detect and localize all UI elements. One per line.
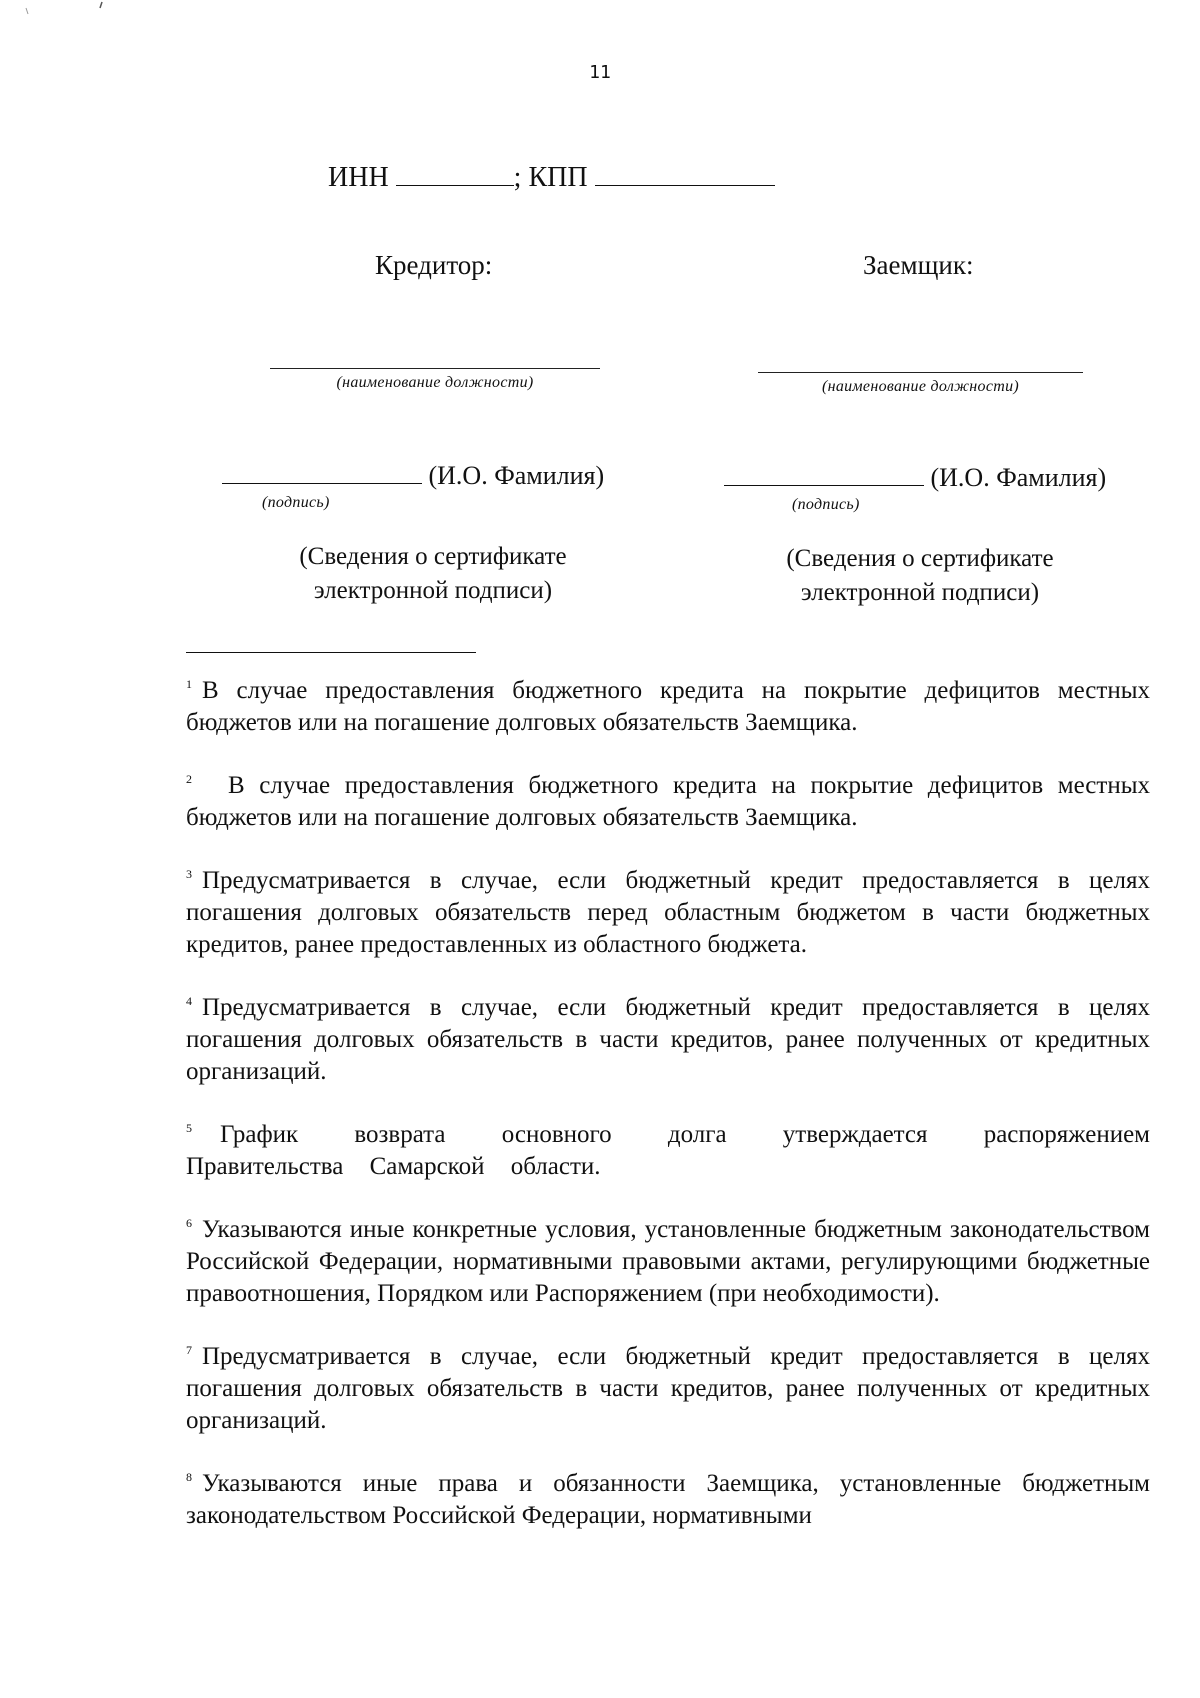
creditor-title: Кредитор: — [375, 250, 493, 280]
footnote-3 — [186, 858, 1150, 961]
kpp-field-blank — [595, 163, 775, 186]
footnote-text: Предусматривается в случае, если бюджетный кредит предоставляется в целях погашения долговых обязательств в части кредитов, ранее полученных от кредитных организаций. — [186, 994, 1150, 1085]
borrower-certificate-info — [740, 542, 1100, 610]
borrower-signature-caption: (подпись) — [792, 496, 860, 513]
creditor-position-line — [270, 368, 600, 369]
borrower-position-caption: (наименование должности) — [821, 378, 1020, 395]
creditor-name-placeholder: (И.О. Фамилия) — [428, 461, 605, 490]
borrower-position-line — [758, 372, 1083, 373]
inn-kpp-line — [328, 162, 775, 194]
creditor-certificate-line1: (Сведения о сертификате — [299, 543, 567, 570]
footnote-2 — [186, 763, 1150, 834]
footnote-text: Указываются иные права и обязанности Заемщика, установленные бюджетным законодательством Российской Федерации, нормативными — [186, 1470, 1150, 1529]
borrower-title: Заемщик: — [863, 250, 974, 280]
inn-label: ИНН — [328, 162, 389, 193]
footnote-text: Предусматривается в случае, если бюджетный кредит предоставляется в целях погашения долговых обязательств в части кредитов, ранее полученных от кредитных организаций. — [186, 1343, 1150, 1434]
footnote-number: 5 — [186, 1121, 192, 1135]
footnote-number: 6 — [186, 1216, 192, 1230]
footnote-7 — [186, 1334, 1150, 1437]
footnote-text: В случае предоставления бюджетного кредита на покрытие дефицитов местных бюджетов или на погашение долговых обязательств Заемщика. — [186, 772, 1150, 831]
footnotes — [186, 668, 1150, 1556]
borrower-name-placeholder: (И.О. Фамилия) — [930, 463, 1107, 492]
footnote-text: В случае предоставления бюджетного кредита на покрытие дефицитов местных бюджетов или на погашение долговых обязательств Заемщика. — [186, 677, 1150, 736]
borrower-signature-blank — [724, 463, 924, 486]
borrower-certificate-line2: электронной подписи) — [800, 579, 1040, 606]
creditor-certificate-line2: электронной подписи) — [313, 577, 553, 604]
creditor-signature-blank — [222, 461, 422, 484]
creditor-position-caption: (наименование должности) — [336, 374, 534, 391]
footnote-4 — [186, 985, 1150, 1088]
kpp-label: КПП — [528, 162, 588, 193]
creditor-signature-line — [222, 461, 604, 491]
footnote-number: 3 — [186, 867, 192, 881]
footnote-8 — [186, 1461, 1150, 1532]
footnote-text: График возврата основного долга утверждается распоряжением Правительства Самарской области. — [186, 1121, 1150, 1180]
footnote-6 — [186, 1207, 1150, 1310]
footnote-text: Указываются иные конкретные условия, установленные бюджетным законодательством Российской Федерации, нормативными правовыми актами, регулирующими бюджетные правоотношения, Порядком или Распоряжением (при необходимости). — [186, 1216, 1150, 1307]
footnote-5 — [186, 1112, 1150, 1183]
footnote-separator — [186, 652, 476, 653]
scan-mark — [22, 0, 112, 16]
inn-field-blank — [396, 163, 514, 186]
footnote-number: 1 — [186, 677, 192, 691]
page-number: 11 — [589, 62, 611, 83]
creditor-signature-caption: (подпись) — [262, 494, 330, 511]
borrower-certificate-line1: (Сведения о сертификате — [786, 545, 1054, 572]
inn-kpp-separator: ; — [513, 162, 522, 193]
footnote-number: 7 — [186, 1343, 192, 1357]
creditor-certificate-info — [253, 540, 613, 608]
footnote-number: 8 — [186, 1470, 192, 1484]
footnote-1 — [186, 668, 1150, 739]
footnote-number: 4 — [186, 994, 192, 1008]
footnote-number: 2 — [186, 772, 192, 786]
footnote-text: Предусматривается в случае, если бюджетный кредит предоставляется в целях погашения долговых обязательств перед областным бюджетом в части бюджетных кредитов, ранее предоставленных из областного бюджета. — [186, 867, 1150, 958]
borrower-signature-line — [724, 463, 1106, 493]
